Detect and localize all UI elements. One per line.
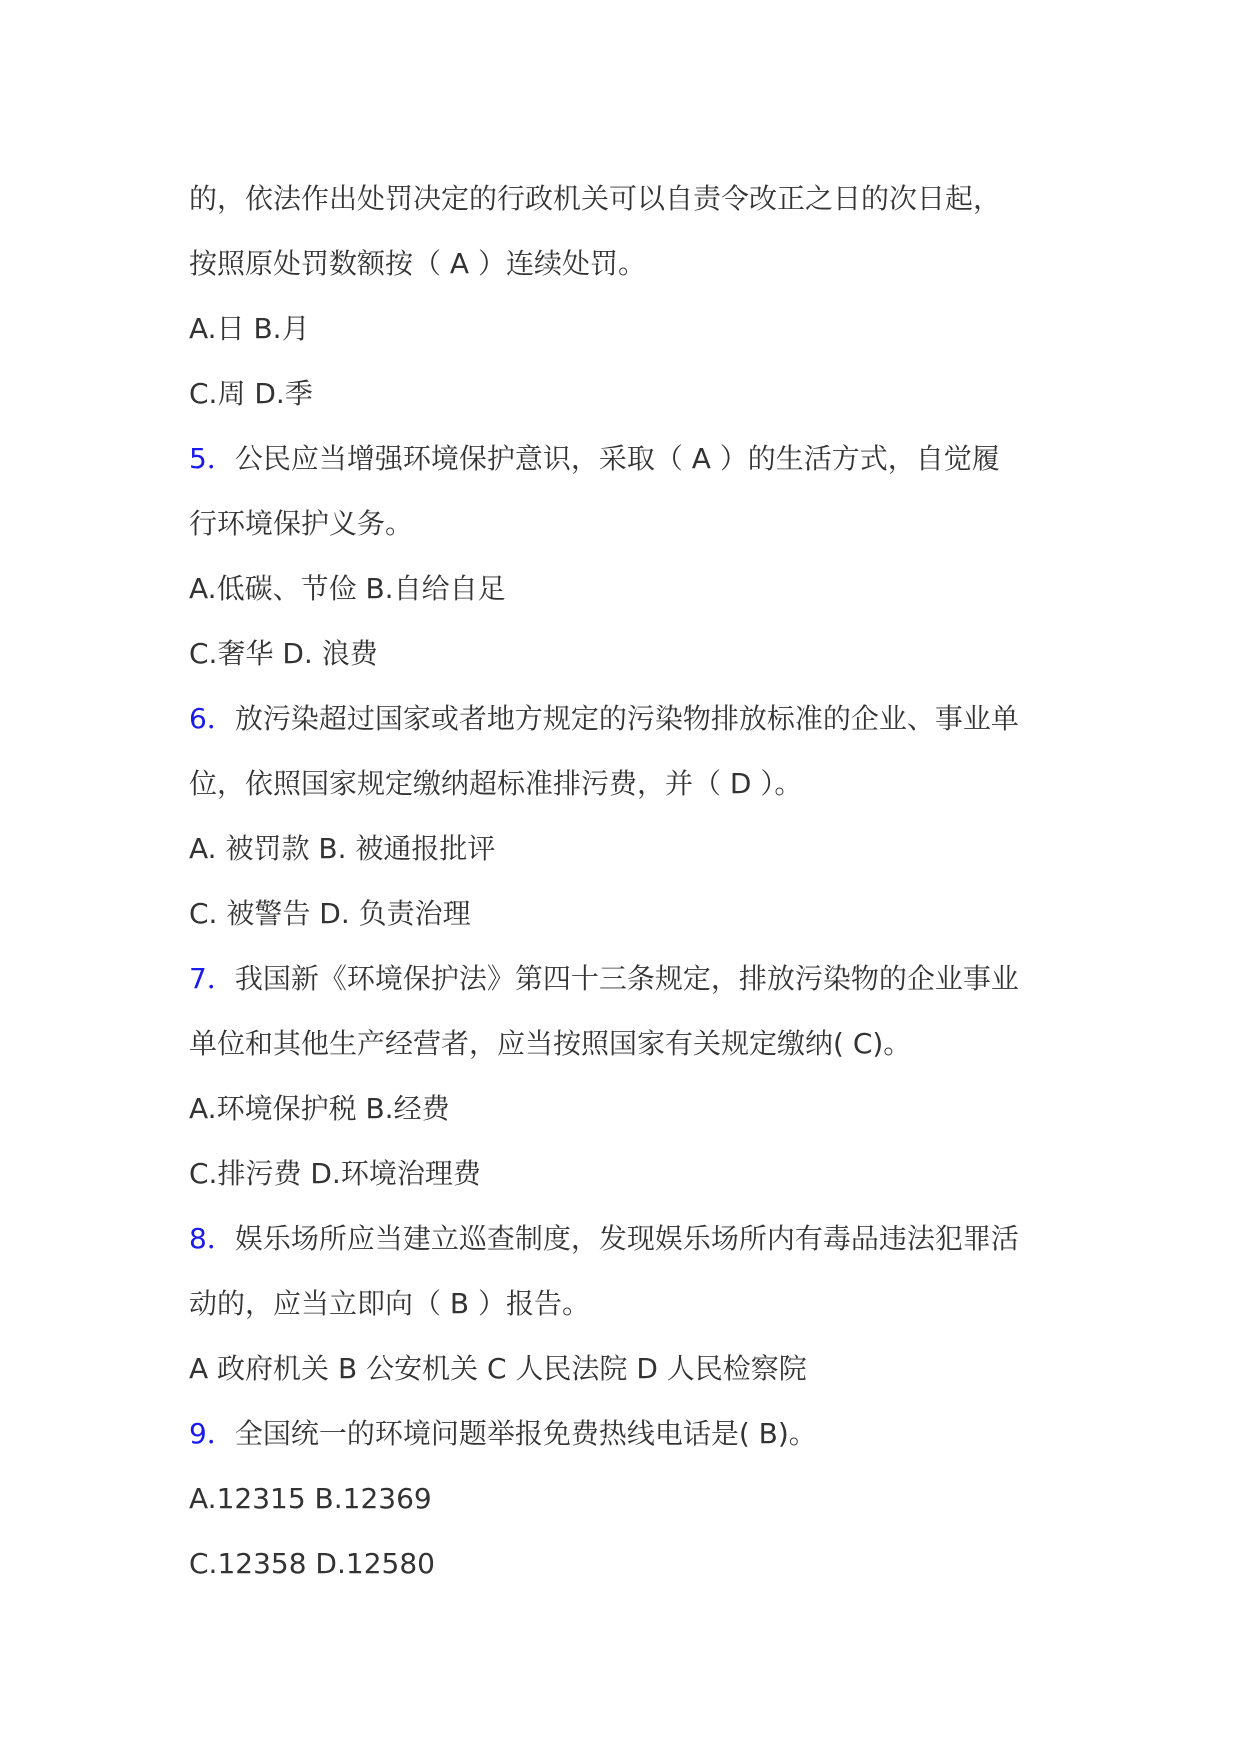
question-stem-text: 按照原处罚数额按（ A ）连续处罚。	[189, 247, 646, 280]
question-5-stem-line	[189, 426, 1160, 491]
question-5-option-line: C.奢华 D. 浪费	[189, 637, 378, 670]
question-stem-text: 行环境保护义务。	[189, 507, 414, 540]
question-7-option-line: A.环境保护税 B.经费	[189, 1092, 450, 1125]
question-6-stem-line	[189, 686, 1160, 751]
question-number: 7．	[189, 962, 235, 995]
question-number: 6．	[189, 702, 235, 735]
question-number: 5．	[189, 442, 235, 475]
question-stem-text: 位，依照国家规定缴纳超标准排污费，并（ D ）。	[189, 767, 803, 800]
question-8-stem-line	[189, 1271, 1160, 1336]
question-number: 8．	[189, 1222, 235, 1255]
question-7-option-line: C.排污费 D.环境治理费	[189, 1157, 481, 1190]
question-4-stem-line	[189, 231, 1160, 296]
question-stem-text: 公民应当增强环境保护意识，采取（ A ）的生活方式，自觉履	[234, 442, 1000, 475]
question-5-option-line: A.低碳、节俭 B.自给自足	[189, 572, 506, 605]
question-stem-text: 单位和其他生产经营者，应当按照国家有关规定缴纳( C)。	[189, 1027, 912, 1060]
question-9-option-line: A.12315 B.12369	[189, 1482, 432, 1515]
question-stem-text: 全国统一的环境问题举报免费热线电话是( B)。	[234, 1417, 817, 1450]
question-6-option-line: C. 被警告 D. 负责治理	[189, 897, 471, 930]
question-9-option-line: C.12358 D.12580	[189, 1547, 435, 1580]
question-4-stem-line	[189, 166, 1160, 231]
question-4-option-line: A.日 B.月	[189, 312, 310, 345]
question-7-stem-line	[189, 946, 1160, 1011]
question-stem-text: 的，依法作出处罚决定的行政机关可以自责令改正之日的次日起，	[189, 182, 1002, 215]
question-stem-text: 放污染超过国家或者地方规定的污染物排放标准的企业、事业单	[234, 702, 1019, 735]
question-6-stem-line	[189, 751, 1160, 816]
question-5-stem-line	[189, 491, 1160, 556]
question-stem-text: 娱乐场所应当建立巡查制度，发现娱乐场所内有毒品违法犯罪活	[234, 1222, 1019, 1255]
question-8-stem-line	[189, 1206, 1160, 1271]
question-7-stem-line	[189, 1011, 1160, 1076]
question-9-stem-line	[189, 1401, 1160, 1466]
question-6-option-line: A. 被罚款 B. 被通报批评	[189, 832, 496, 865]
question-stem-text: 动的，应当立即向（ B ）报告。	[189, 1287, 591, 1320]
question-8-option-line: A 政府机关 B 公安机关 C 人民法院 D 人民检察院	[189, 1352, 807, 1385]
question-4-option-line: C.周 D.季	[189, 377, 313, 410]
question-number: 9．	[189, 1417, 235, 1450]
question-stem-text: 我国新《环境保护法》第四十三条规定，排放污染物的企业事业	[234, 962, 1019, 995]
